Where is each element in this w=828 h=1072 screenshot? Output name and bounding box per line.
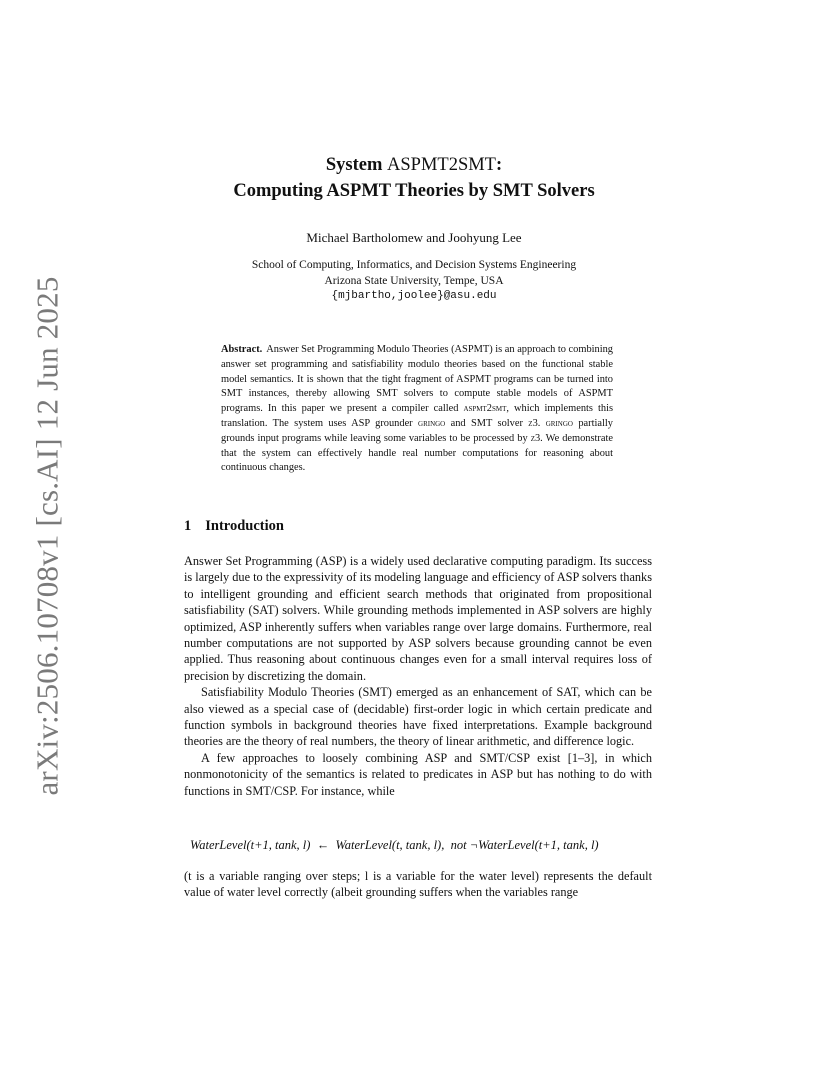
title-prefix: System (325, 155, 387, 175)
paper-title (0, 152, 828, 204)
affiliation-line-2: Arizona State University, Tempe, USA (324, 274, 504, 287)
paragraph: Answer Set Programming (ASP) is a widely used declarative computing paradigm. Its success is largely due to the expressivity of its modeling language and efficiency of ASP solvers thanks to intelligent grounding and efficient search methods that originated from propositional satisfiability (SAT) solvers. While grounding methods implemented in ASP solvers are highly optimized, ASP inherently suffers when variables range over large domains. Furthermore, real number computations are not supported by ASP solvers because grounding cannot be even applied. Thus reasoning about continuous changes even for a small interval requires loss of precision by discretizing the domain. (184, 554, 652, 683)
title-colon: : (495, 155, 503, 175)
formula-not: not (450, 838, 467, 852)
title-line-2: Computing ASPMT Theories by SMT Solvers (233, 181, 595, 201)
author-list: Michael Bartholomew and Joohyung Lee (306, 230, 522, 245)
abstract-tool-name: gringo (545, 417, 573, 429)
formula-head: WaterLevel(t+1, tank, l) (190, 838, 311, 852)
section-title: Introduction (205, 518, 284, 534)
abstract-system-name: aspmt2smt (463, 403, 507, 415)
formula-negation: ¬WaterLevel(t+1, tank, l) (469, 838, 599, 852)
author-email: {mjbartho,joolee}@asu.edu (331, 290, 497, 302)
post-formula-text (184, 868, 652, 901)
abstract-text: partially grounds input programs while leaving some variables to be processed by (221, 417, 613, 444)
affiliation-line-1: School of Computing, Informatics, and Decision Systems Engineering (251, 259, 577, 271)
abstract-label: Abstract. (221, 344, 263, 355)
section-body (184, 553, 652, 799)
paragraph: Satisfiability Modulo Theories (SMT) emerged as an enhancement of SAT, which can be also viewed as a special case of (decidable) first-order logic in which certain predicate and function symbols in background theories have fixed interpretations. Example background theories are the theory of real numbers, the theory of linear arithmetic, and difference logic. (184, 685, 652, 749)
formula-body: WaterLevel(t, tank, l), (335, 838, 445, 852)
formula-arrow: ← (316, 838, 330, 852)
paragraph: A few approaches to loosely combining ASP and SMT/CSP exist [1–3], in which nonmonotonicity of the semantics is related to predicates in ASP but has nothing to do with functions in SMT/CSP. For instance, while (184, 750, 652, 798)
section-number: 1 (184, 518, 192, 534)
abstract-tool-name: z3 (530, 432, 541, 444)
abstract-text: , which implements this translation. The system uses ASP grounder (221, 403, 614, 429)
abstract-text: and SMT solver (445, 417, 529, 429)
section-heading (184, 518, 284, 535)
display-formula (190, 838, 650, 853)
title-system-name: ASPMT2SMT (387, 155, 496, 175)
abstract-tool-name: gringo (418, 417, 446, 429)
affiliation-block (0, 258, 828, 305)
paragraph: (t is a variable ranging over steps; l is a variable for the water level) represents the default value of water level correctly (albeit grounding suffers when the variables range (184, 869, 652, 900)
abstract-text: . (537, 417, 546, 429)
abstract-text: Answer Set Programming Modulo Theories (ASPMT) is an approach to combining answer set programming and satisfiability modulo theories based on the functional stable model semantics. It is shown that the tight fragment of ASPMT programs can be turned into SMT instances, thereby allowing SMT solvers to compute stable models of ASPMT programs. In this paper we present a compiler called (221, 344, 613, 415)
arxiv-identifier-stamp (28, 276, 68, 796)
abstract (221, 343, 613, 476)
abstract-tool-name: z3 (528, 417, 538, 429)
abstract-text: . We demonstrate that the system can effectively handle real number computations for reasoning about continuous changes. (221, 432, 613, 474)
title-line-1 (0, 152, 828, 178)
arxiv-identifier-text: arXiv:2506.10708v1 [cs.AI] 12 Jun 2025 (30, 276, 66, 796)
